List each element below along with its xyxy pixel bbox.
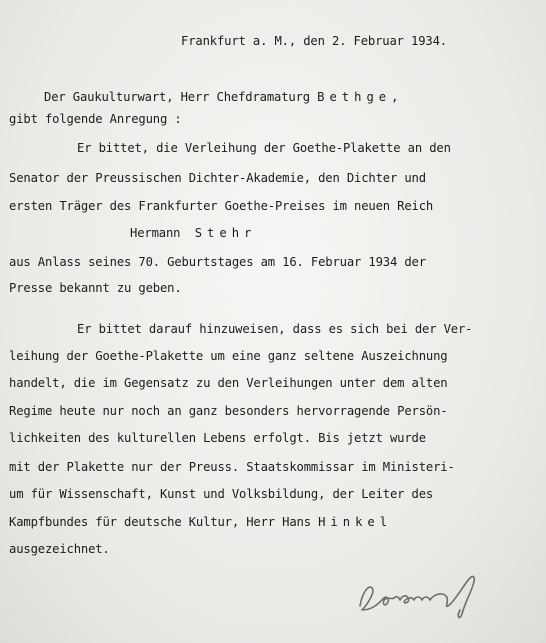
stehr-name: Stehr bbox=[194, 226, 257, 240]
paragraph2-line5: lichkeiten des kulturellen Lebens erfolgt. Bis jetzt wurde bbox=[9, 431, 426, 445]
paragraph1-line6 bbox=[130, 226, 256, 240]
paragraph1-line1 bbox=[44, 90, 398, 104]
paragraph1-line8: Presse bekannt zu geben. bbox=[9, 281, 182, 295]
paragraph2-line8 bbox=[9, 515, 392, 529]
paragraph1-line3: Er bittet, die Verleihung der Goethe-Plakette an den bbox=[77, 141, 451, 155]
paragraph2-line2: leihung der Goethe-Plakette um eine ganz seltene Auszeichnung bbox=[9, 349, 448, 363]
handwritten-signature bbox=[352, 566, 502, 622]
paragraph2-line6: mit der Plakette nur der Preuss. Staatskommissar im Ministeri- bbox=[9, 460, 455, 474]
paragraph1-line2: gibt folgende Anregung : bbox=[9, 112, 182, 126]
paragraph2-line7: um für Wissenschaft, Kunst und Volksbildung, der Leiter des bbox=[9, 487, 434, 501]
bethge-name: Bethge bbox=[317, 90, 392, 104]
hinkel-name: Hinkel bbox=[318, 515, 393, 529]
paragraph2-line1: Er bittet darauf hinzuweisen, dass es sich bei der Ver- bbox=[77, 322, 473, 336]
paragraph2-line4: Regime heute nur noch an ganz besonders hervorragende Persön- bbox=[9, 404, 448, 418]
paragraph1-line5: ersten Träger des Frankfurter Goethe-Preises im neuen Reich bbox=[9, 199, 434, 213]
paragraph1-line7: aus Anlass seines 70. Geburtstages am 16. Februar 1934 der bbox=[9, 255, 426, 269]
signature-drawing bbox=[352, 566, 502, 622]
paragraph1-line4: Senator der Preussischen Dichter-Akademie, den Dichter und bbox=[9, 171, 426, 185]
hermann-first-name: Hermann bbox=[130, 226, 181, 240]
paragraph2-line9: ausgezeichnet. bbox=[9, 542, 110, 556]
paragraph2-line8-prefix: Kampfbundes für deutsche Kultur, Herr Hans bbox=[9, 515, 319, 529]
paragraph2-line3: handelt, die im Gegensatz zu den Verleihungen unter dem alten bbox=[9, 376, 448, 390]
place-date-line: Frankfurt a. M., den 2. Februar 1934. bbox=[181, 34, 447, 48]
paragraph1-line1-prefix: Der Gaukulturwart, Herr Chefdramaturg bbox=[44, 90, 318, 104]
paragraph1-line1-suffix: , bbox=[391, 90, 399, 104]
